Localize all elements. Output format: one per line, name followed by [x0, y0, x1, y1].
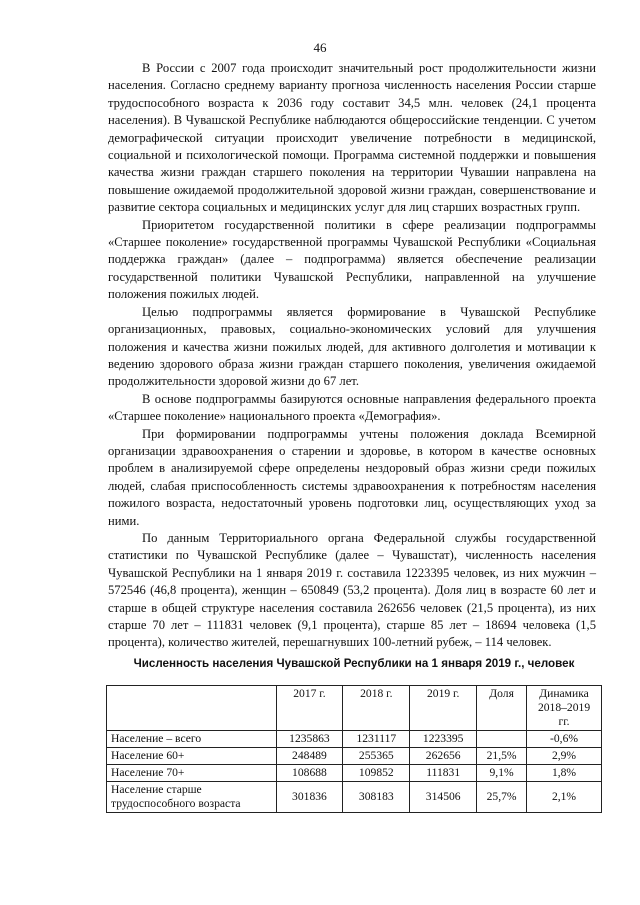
- table-cell: 9,1%: [477, 765, 527, 782]
- table-cell-label: Население – всего: [107, 731, 277, 748]
- table-cell-label: Население 60+: [107, 748, 277, 765]
- paragraph-statistics: По данным Территориального органа Федеральной службы государственной статистики по Чувашской Республике (далее – Чувашстат), численность населения Чувашской Республики на 1 января 2019 г. составила 1223395 человек, из них мужчин – 572546 (46,8 процента), женщин – 650849 (53,2 процента). Доля лиц в возрасте 60 лет и старше в общей структуре населения составила 262656 человек (21,5 процента), из них старше 70 лет – 111831 человек (9,1 процента), старше 85 лет – 18694 человека (1,5 процента), количество жителей, перешагнувших 100-летний рубеж, – 114 человек.: [108, 530, 596, 650]
- table-cell: 21,5%: [477, 748, 527, 765]
- table-header-cell: Доля: [477, 686, 527, 731]
- table-cell-label: Население 70+: [107, 765, 277, 782]
- paragraph-goal: Целью подпрограммы является формирование в Чувашской Республике организационных, правовых, социально-экономических условий для улучшения положения и качества жизни пожилых людей, для активного долголетия и мотивации к ведению здорового образа жизни граждан старшего поколения, увеличения ожидаемой продолжительности здоровой жизни до 67 лет.: [108, 304, 596, 389]
- table-cell: 301836: [276, 782, 343, 813]
- table-cell: 2,9%: [527, 748, 602, 765]
- table-cell: 109852: [343, 765, 410, 782]
- table-cell: 308183: [343, 782, 410, 813]
- table-cell: 1235863: [276, 731, 343, 748]
- table-row: [107, 782, 602, 813]
- table-cell: 25,7%: [477, 782, 527, 813]
- table-cell: 1223395: [410, 731, 477, 748]
- body-text: [108, 60, 596, 652]
- page-number: 46: [313, 40, 327, 55]
- table-row: [107, 765, 602, 782]
- table-title: Численность населения Чувашской Республики на 1 января 2019 г., человек: [133, 657, 575, 670]
- table-cell-label: Население старше трудоспособного возраста: [107, 782, 277, 813]
- table-cell: 111831: [410, 765, 477, 782]
- table-header-cell: 2018 г.: [343, 686, 410, 731]
- table-cell: 262656: [410, 748, 477, 765]
- table-cell: 255365: [343, 748, 410, 765]
- table-cell: 314506: [410, 782, 477, 813]
- table-cell: 248489: [276, 748, 343, 765]
- table-cell: 108688: [276, 765, 343, 782]
- table-header-cell: 2019 г.: [410, 686, 477, 731]
- table-cell: 2,1%: [527, 782, 602, 813]
- table-cell: -0,6%: [527, 731, 602, 748]
- table-cell: [477, 731, 527, 748]
- table-header-cell: 2017 г.: [276, 686, 343, 731]
- table-header-row: [107, 686, 602, 731]
- table-header-cell: Динамика 2018–2019 гг.: [527, 686, 602, 731]
- population-table: [106, 685, 602, 813]
- paragraph-priority: Приоритетом государственной политики в сфере реализации подпрограммы «Старшее поколение» государственной программы Чувашской Республики «Социальная поддержка граждан» (далее – подпрограмма) является обеспечение реализации государственной политики Чувашской Республики, направленной на улучшение положения пожилых людей.: [108, 217, 596, 302]
- table-cell: 1231117: [343, 731, 410, 748]
- table-row: [107, 731, 602, 748]
- table-header-cell: [107, 686, 277, 731]
- paragraph-basis: В основе подпрограммы базируются основные направления федерального проекта «Старшее поколение» национального проекта «Демография».: [108, 391, 596, 424]
- table-row: [107, 748, 602, 765]
- table-cell: 1,8%: [527, 765, 602, 782]
- paragraph-life-expectancy: В России с 2007 года происходит значительный рост продолжительности жизни населения. Согласно среднему варианту прогноза численность населения России старше трудоспособного возраста к 2036 году составит 34,5 млн. человек (24,1 процента населения). В Чувашской Республике наблюдаются общероссийские тенденции. С учетом демографической ситуации происходит увеличение потребности в медицинской, социальной и психологической помощи. Программа системной поддержки и повышения качества жизни граждан старшего поколения на территории Чувашии направлена на повышение ожидаемой продолжительной здоровой жизни граждан, совершенствование и развитие сектора социальных и медицинских услуг для лиц старших возрастных групп.: [108, 61, 596, 215]
- paragraph-who-report: При формировании подпрограммы учтены положения доклада Всемирной организации здравоохранения о старении и здоровье, в котором в качестве основных проблем в анализируемой сфере определены нездоровый образ жизни среди пожилых людей, слабая приспособленность системы здравоохранения к потребностям населения пожилого возраста, недостаточный уровень подготовки лиц, осуществляющих уход за ними.: [108, 426, 596, 528]
